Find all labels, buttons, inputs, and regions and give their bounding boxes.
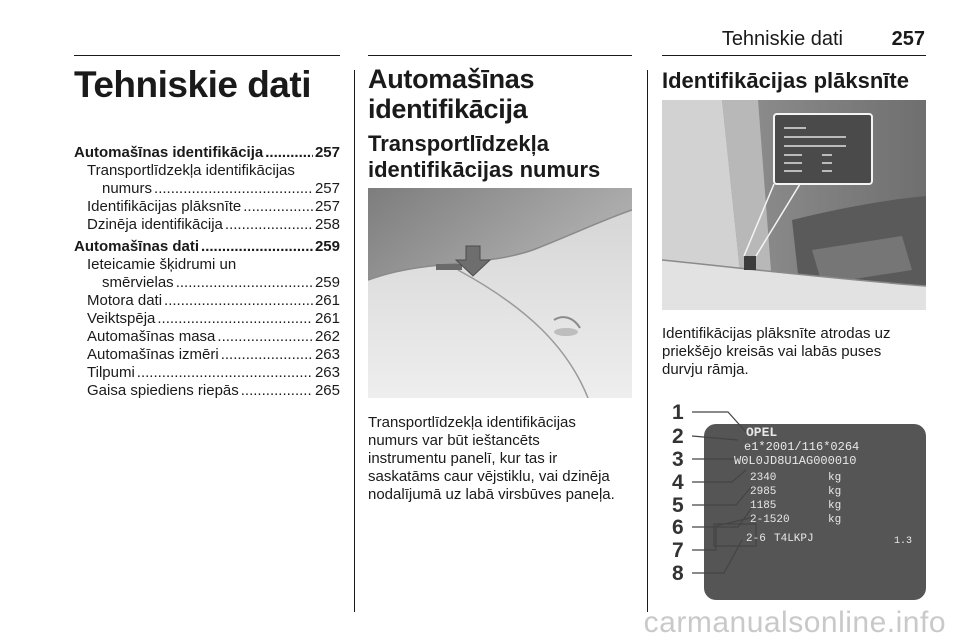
- plate-weight: 2985: [750, 486, 777, 498]
- header-rule-middle: [368, 55, 632, 56]
- plate-weight: 2340: [750, 472, 777, 484]
- door-frame-photo: [662, 100, 926, 310]
- header-rule-right: [662, 55, 926, 56]
- plate-paragraph: Identifikācijas plāksnīte atrodas uz priekšējo kreisās vai labās puses durvju rāmja.: [662, 325, 891, 378]
- plate-unit: kg: [828, 486, 842, 498]
- callout-number: 1: [672, 401, 684, 424]
- toc-entry[interactable]: Gaisa spiediens riepās ..... 265: [87, 382, 340, 400]
- toc-entry[interactable]: Identifikācijas plāksnīte ..... 257: [87, 198, 340, 216]
- vin-location-illustration: [368, 188, 632, 398]
- plate-heading: Identifikācijas plāksnīte: [662, 68, 909, 93]
- toc-entry[interactable]: Automašīnas identifikācija ..... 257: [74, 144, 340, 162]
- callout-number: 5: [672, 494, 684, 517]
- toc-entry[interactable]: Motora dati ..... 261: [87, 292, 340, 310]
- toc-entry[interactable]: numurs ..... 257: [102, 180, 340, 198]
- callout-number: 3: [672, 448, 684, 471]
- identification-plate-diagram: [662, 388, 926, 600]
- plate-unit: kg: [828, 514, 842, 526]
- page-number: 257: [891, 28, 925, 50]
- running-header: [0, 28, 925, 52]
- callout-number: 2: [672, 425, 684, 448]
- toc-entry[interactable]: Ieteicamie šķidrumi un: [87, 256, 237, 273]
- plate-unit: kg: [828, 500, 842, 512]
- header-rule-left: [74, 55, 340, 56]
- plate-diagram-svg: [662, 388, 926, 600]
- toc-entry[interactable]: Dzinēja identifikācija ..... 258: [87, 216, 340, 234]
- plate-brand: OPEL: [746, 425, 778, 440]
- column-divider-2: [647, 70, 648, 612]
- plate-weight: 1185: [750, 500, 777, 512]
- watermark: carmanualsonline.info: [643, 606, 946, 639]
- section-heading: Automašīnas identifikācija: [368, 64, 535, 124]
- callout-number: 8: [672, 562, 684, 585]
- toc-entry[interactable]: Automašīnas masa ..... 262: [87, 328, 340, 346]
- toc-entry[interactable]: Veiktspēja ..... 261: [87, 310, 340, 328]
- callout-number: 7: [672, 539, 684, 562]
- plate-code-prefix: 2-6: [746, 533, 766, 545]
- running-header-section: Tehniskie dati: [721, 28, 843, 50]
- plate-unit: kg: [828, 472, 842, 484]
- plate-corner-code: 1.3: [894, 536, 913, 547]
- door-frame-illustration: [662, 100, 926, 310]
- column-divider-1: [354, 70, 355, 612]
- plate-vin: W0L0JD8U1AG000010: [734, 454, 857, 468]
- callout-number: 4: [672, 471, 684, 494]
- vin-paragraph: Transportlīdzekļa identifikācijas numurs var būt ieštancēts instrumentu panelī, kur tas ir saskatāms caur vējstiklu, vai dzinēja nodalījumā uz labā virsbūves paneļa.: [368, 414, 615, 503]
- toc-title: Tehniskie dati: [74, 64, 311, 105]
- toc-entry[interactable]: Automašīnas izmēri ..... 263: [87, 346, 340, 364]
- toc-entry[interactable]: smērvielas ..... 259: [102, 274, 340, 292]
- plate-weight: 2-1520: [750, 514, 790, 526]
- toc-entry[interactable]: Transportlīdzekļa identifikācijas: [87, 162, 295, 179]
- toc-entry[interactable]: Tilpumi ..... 263: [87, 364, 340, 382]
- plate-approval-number: e1*2001/116*0264: [744, 440, 860, 454]
- plate-code: T4LKPJ: [774, 533, 814, 545]
- subsection-heading: Transportlīdzekļa identifikācijas numurs: [368, 131, 601, 182]
- vin-location-photo: [368, 188, 632, 398]
- callout-number: 6: [672, 516, 684, 539]
- toc-entry[interactable]: Automašīnas dati ..... 259: [74, 238, 340, 256]
